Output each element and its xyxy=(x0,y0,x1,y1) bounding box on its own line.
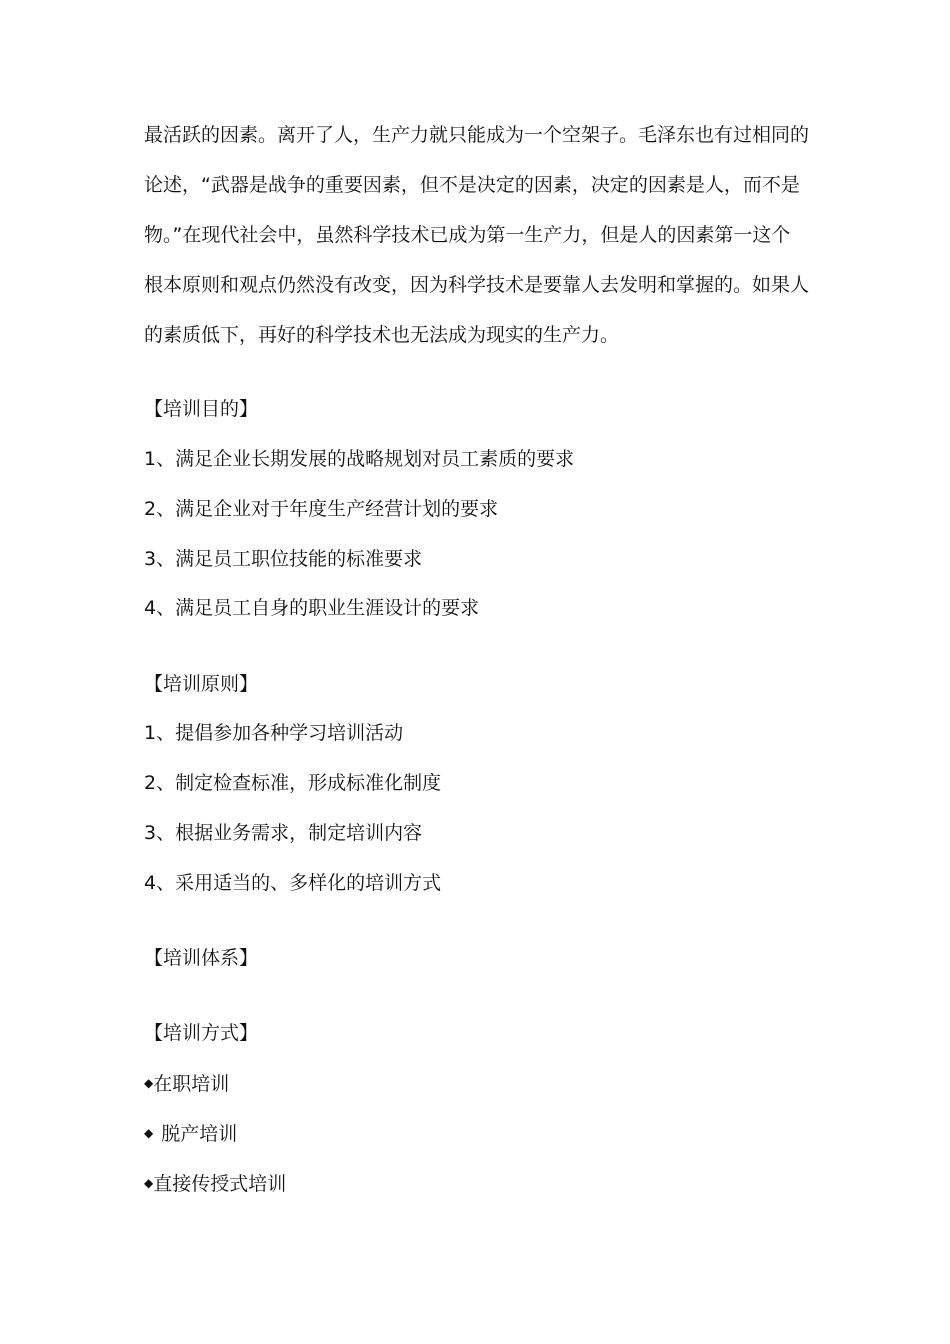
section-heading-purpose: 【培训目的】 xyxy=(144,398,259,420)
diamond-bullet-icon: ◆ xyxy=(144,1126,154,1140)
diamond-bullet-icon: ◆ xyxy=(144,1176,154,1190)
section-heading-principles: 【培训原则】 xyxy=(144,673,259,695)
method-item xyxy=(144,1121,237,1146)
method-item-label: 脱产培训 xyxy=(161,1123,238,1145)
principle-item: 1、提倡参加各种学习培训活动 xyxy=(144,722,404,744)
purpose-item: 1、满足企业长期发展的战略规划对员工素质的要求 xyxy=(144,448,575,470)
paragraph-line: 论述，“武器是战争的重要因素，但不是决定的因素，决定的因素是人，而不是 xyxy=(144,174,800,196)
method-item-label: 直接传授式培训 xyxy=(153,1173,287,1195)
purpose-item: 2、满足企业对于年度生产经营计划的要求 xyxy=(144,498,499,520)
paragraph-line: 的素质低下，再好的科学技术也无法成为现实的生产力。 xyxy=(144,324,620,346)
principle-item: 2、制定检查标准，形成标准化制度 xyxy=(144,772,442,794)
purpose-item: 3、满足员工职位技能的标准要求 xyxy=(144,548,423,570)
section-heading-methods: 【培训方式】 xyxy=(144,1022,259,1044)
method-item-label: 在职培训 xyxy=(153,1073,230,1095)
purpose-item: 4、满足员工自身的职业生涯设计的要求 xyxy=(144,597,480,619)
paragraph-line: 物。”在现代社会中，虽然科学技术已成为第一生产力，但是人的因素第一这个 xyxy=(144,224,791,246)
method-item xyxy=(144,1171,286,1196)
method-item xyxy=(144,1071,229,1096)
diamond-bullet-icon: ◆ xyxy=(144,1076,154,1090)
paragraph-line: 根本原则和观点仍然没有改变，因为科学技术是要靠人去发明和掌握的。如果人 xyxy=(144,274,810,296)
principle-item: 4、采用适当的、多样化的培训方式 xyxy=(144,872,442,894)
principle-item: 3、根据业务需求，制定培训内容 xyxy=(144,822,423,844)
section-heading-system: 【培训体系】 xyxy=(144,947,259,969)
intro-paragraph xyxy=(144,115,814,365)
paragraph-line: 最活跃的因素。离开了人，生产力就只能成为一个空架子。毛泽东也有过相同的 xyxy=(144,124,810,146)
